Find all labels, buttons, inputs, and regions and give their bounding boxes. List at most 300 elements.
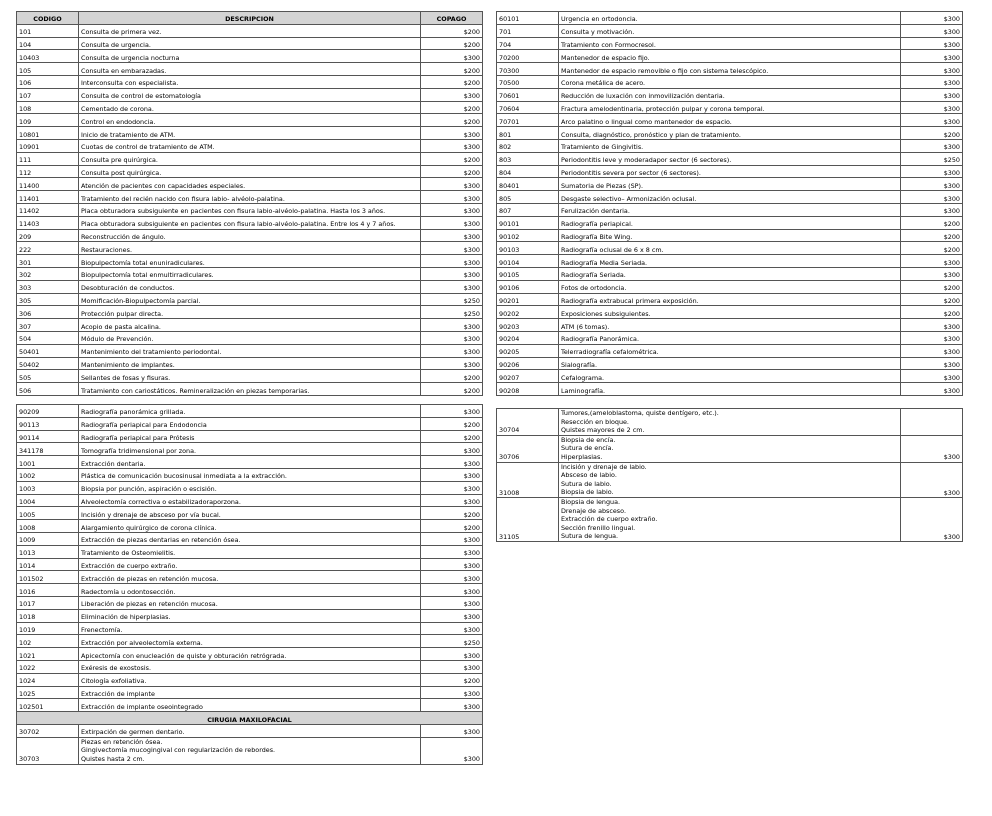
- code-cell: 90103: [497, 242, 559, 255]
- code-cell: 803: [497, 152, 559, 165]
- code-cell: 90207: [497, 370, 559, 383]
- copay-cell: $300: [901, 63, 963, 76]
- description-cell: Ferulización dentaria.: [559, 203, 901, 216]
- code-cell: 1016: [17, 584, 79, 597]
- copay-cell: $300: [421, 737, 483, 764]
- copay-cell: $200: [901, 293, 963, 306]
- copay-cell: $300: [901, 203, 963, 216]
- table-row: [497, 127, 963, 140]
- description-line: Sutura de labio.: [561, 479, 612, 488]
- description-cell: Tratamiento de Osteomielitis.: [79, 545, 421, 558]
- copay-cell: $300: [421, 191, 483, 204]
- description-cell: Sumatoria de Piezas (SP).: [559, 178, 901, 191]
- copay-cell: $300: [421, 456, 483, 469]
- description-cell: Mantenedor de espacio fijo.: [559, 50, 901, 63]
- code-cell: 1024: [17, 673, 79, 686]
- code-cell: 90206: [497, 357, 559, 370]
- table-row: [497, 12, 963, 25]
- description-cell: Tratamiento del recién nacido con fisura labio- alvéolo-palatina.: [79, 191, 421, 204]
- table-row: [497, 203, 963, 216]
- code-cell: 704: [497, 37, 559, 50]
- description-line: Tumores,(ameloblastoma, quiste dentígero, etc.).: [561, 409, 719, 417]
- table-row: [497, 101, 963, 114]
- table-row: [17, 165, 483, 178]
- code-cell: 307: [17, 319, 79, 332]
- header-code: CODIGO: [17, 12, 79, 25]
- copay-cell: $300: [421, 331, 483, 344]
- copay-cell: $300: [421, 571, 483, 584]
- description-line: Hiperplasias.: [561, 452, 603, 461]
- table-row: [17, 430, 483, 443]
- copay-cell: $300: [421, 686, 483, 699]
- table-row: [17, 622, 483, 635]
- description-cell: Plástica de comunicación bucosinusal inmediata a la extracción.: [79, 468, 421, 481]
- description-cell: Radiografía Panorámica.: [559, 331, 901, 344]
- description-cell: Exposiciones subsiguientes.: [559, 306, 901, 319]
- copay-cell: $300: [901, 75, 963, 88]
- description-cell: [79, 737, 421, 764]
- table-row: [497, 319, 963, 332]
- table-row: [497, 63, 963, 76]
- code-cell: 1005: [17, 507, 79, 520]
- description-line: Sutura de lengua.: [561, 532, 619, 541]
- description-cell: Consulta post quirúrgica.: [79, 165, 421, 178]
- code-cell: 301: [17, 255, 79, 268]
- description-line: Biopsia de encía.: [561, 435, 616, 444]
- copay-cell: $300: [421, 609, 483, 622]
- copay-cell: $200: [901, 229, 963, 242]
- description-cell: Consulta de control de estomatología: [79, 88, 421, 101]
- table-row: [17, 280, 483, 293]
- code-cell: 90113: [17, 417, 79, 430]
- code-cell: 303: [17, 280, 79, 293]
- code-cell: 30702: [17, 724, 79, 737]
- description-cell: Extracción de cuerpo extraño.: [79, 558, 421, 571]
- code-cell: 90202: [497, 306, 559, 319]
- table-row: [17, 127, 483, 140]
- code-cell: 1018: [17, 609, 79, 622]
- description-line: Extracción de cuerpo extraño.: [561, 515, 658, 524]
- code-cell: 209: [17, 229, 79, 242]
- table-row: [497, 306, 963, 319]
- table-row: [17, 293, 483, 306]
- table-row: [497, 267, 963, 280]
- table-row: [17, 699, 483, 712]
- copay-cell: $200: [421, 101, 483, 114]
- description-cell: Momificación-Biopulpectomía parcial.: [79, 293, 421, 306]
- code-cell: 807: [497, 203, 559, 216]
- copay-cell: $300: [421, 481, 483, 494]
- code-cell: 1013: [17, 545, 79, 558]
- description-cell: Radiografía panorámica grillada.: [79, 405, 421, 418]
- description-cell: Consulta de urgencia nocturna: [79, 50, 421, 63]
- table-row: [17, 405, 483, 418]
- copay-cell: $300: [421, 178, 483, 191]
- code-cell: 70701: [497, 114, 559, 127]
- copay-cell: $300: [901, 331, 963, 344]
- copay-cell: $300: [421, 443, 483, 456]
- table-row: [497, 139, 963, 152]
- description-cell: Sellantes de fosas y fisuras.: [79, 370, 421, 383]
- description-cell: [559, 462, 901, 497]
- code-cell: 70604: [497, 101, 559, 114]
- description-cell: Radiografía Seriada.: [559, 267, 901, 280]
- description-cell: Radiografía extrabucal primera exposición.: [559, 293, 901, 306]
- code-cell: 30704: [497, 409, 559, 436]
- table-row: [17, 481, 483, 494]
- table-row: [497, 178, 963, 191]
- table-row: [497, 280, 963, 293]
- code-cell: 222: [17, 242, 79, 255]
- copay-cell: $250: [421, 293, 483, 306]
- description-cell: Cementado de corona.: [79, 101, 421, 114]
- description-cell: ATM (6 tomas).: [559, 319, 901, 332]
- table-row: [497, 497, 963, 541]
- description-line: Quistes mayores de 2 cm.: [561, 426, 645, 435]
- code-cell: 80401: [497, 178, 559, 191]
- description-cell: Atención de pacientes con capacidades especiales.: [79, 178, 421, 191]
- copay-cell: $200: [421, 152, 483, 165]
- copay-cell: $200: [421, 673, 483, 686]
- copay-cell: $300: [421, 724, 483, 737]
- copay-cell: $200: [901, 127, 963, 140]
- copay-cell: $300: [421, 280, 483, 293]
- code-cell: 101: [17, 24, 79, 37]
- code-cell: 90114: [17, 430, 79, 443]
- description-cell: Restauraciones.: [79, 242, 421, 255]
- table-row: [17, 357, 483, 370]
- copay-cell: $250: [421, 635, 483, 648]
- table-row: [17, 383, 483, 396]
- copay-cell: $300: [901, 37, 963, 50]
- code-cell: 70200: [497, 50, 559, 63]
- code-cell: 1022: [17, 660, 79, 673]
- code-cell: 11402: [17, 203, 79, 216]
- description-cell: Reconstrucción de ángulo.: [79, 229, 421, 242]
- table-row: [497, 331, 963, 344]
- copay-cell: $200: [901, 306, 963, 319]
- copay-cell: $200: [421, 417, 483, 430]
- code-cell: 108: [17, 101, 79, 114]
- copay-cell: $300: [421, 127, 483, 140]
- description-cell: Radiografía periapical.: [559, 216, 901, 229]
- code-cell: 11403: [17, 216, 79, 229]
- table-row: [497, 114, 963, 127]
- copay-cell: $200: [901, 242, 963, 255]
- description-cell: Fractura amelodentinaria, protección pulpar y corona temporal.: [559, 101, 901, 114]
- copay-cell: $300: [901, 50, 963, 63]
- copay-cell: $300: [421, 203, 483, 216]
- code-cell: 31105: [497, 497, 559, 541]
- table-row: [497, 344, 963, 357]
- code-cell: 1004: [17, 494, 79, 507]
- description-cell: Arco palatino o lingual como mantenedor de espacio.: [559, 114, 901, 127]
- description-cell: Periodontitis severa por sector (6 sectores).: [559, 165, 901, 178]
- copay-cell: $300: [901, 88, 963, 101]
- table-row: [17, 331, 483, 344]
- table-row: [17, 75, 483, 88]
- code-cell: 1001: [17, 456, 79, 469]
- copay-cell: $300: [421, 267, 483, 280]
- table-row: [17, 596, 483, 609]
- copay-cell: $300: [421, 344, 483, 357]
- copay-cell: $200: [421, 24, 483, 37]
- table-header-row: [17, 12, 483, 25]
- copay-cell: $300: [901, 139, 963, 152]
- code-cell: 31008: [497, 462, 559, 497]
- code-cell: 109: [17, 114, 79, 127]
- table-row: [17, 63, 483, 76]
- copay-cell: $300: [901, 267, 963, 280]
- description-cell: Extracción de implante oseointegrado: [79, 699, 421, 712]
- copay-cell: $300: [901, 12, 963, 25]
- table-row: [497, 229, 963, 242]
- code-cell: 102501: [17, 699, 79, 712]
- description-line: Incisión y drenaje de labio.: [561, 462, 647, 471]
- code-cell: 801: [497, 127, 559, 140]
- code-cell: 1003: [17, 481, 79, 494]
- copay-cell: $200: [421, 370, 483, 383]
- code-cell: 805: [497, 191, 559, 204]
- code-cell: 1025: [17, 686, 79, 699]
- table-row: [17, 88, 483, 101]
- copay-cell: $300: [901, 191, 963, 204]
- copay-cell: $300: [901, 462, 963, 497]
- table-row: [497, 152, 963, 165]
- copay-cell: $300: [901, 114, 963, 127]
- code-cell: 101502: [17, 571, 79, 584]
- code-cell: 70300: [497, 63, 559, 76]
- table-row: [17, 24, 483, 37]
- table-row: [17, 724, 483, 737]
- code-cell: 30703: [17, 737, 79, 764]
- copay-cell: $300: [901, 435, 963, 462]
- description-cell: Tratamiento con cariostáticos. Remineralización en piezas temporarias.: [79, 383, 421, 396]
- copay-cell: $300: [421, 558, 483, 571]
- copay-cell: $300: [421, 584, 483, 597]
- description-cell: Biopulpectomía total enuniradiculares.: [79, 255, 421, 268]
- table-row: [17, 50, 483, 63]
- code-cell: 70500: [497, 75, 559, 88]
- copay-cell: $300: [901, 357, 963, 370]
- description-cell: Protección pulpar directa.: [79, 306, 421, 319]
- description-line: Absceso de labio.: [561, 471, 617, 480]
- section-title: CIRUGIA MAXILOFACIAL: [17, 712, 483, 725]
- copay-cell: $300: [421, 357, 483, 370]
- table-row: [17, 229, 483, 242]
- table-row: [497, 165, 963, 178]
- description-cell: Placa obturadora subsiguiente en pacientes con fisura labio-alvéolo-palatina. Hasta los 3 años.: [79, 203, 421, 216]
- table-row: [17, 344, 483, 357]
- code-cell: 1009: [17, 532, 79, 545]
- fee-table-general: [16, 11, 483, 396]
- code-cell: 90204: [497, 331, 559, 344]
- copay-cell: $300: [421, 50, 483, 63]
- description-cell: Corona metálica de acero.: [559, 75, 901, 88]
- table-row: [17, 673, 483, 686]
- code-cell: 50401: [17, 344, 79, 357]
- description-cell: Extracción por alveolectomía externa.: [79, 635, 421, 648]
- table-row: [17, 648, 483, 661]
- table-row: [497, 255, 963, 268]
- description-cell: Tratamiento de Gingivitis.: [559, 139, 901, 152]
- description-cell: Inicio de tratamiento de ATM.: [79, 127, 421, 140]
- table-row: [17, 494, 483, 507]
- copay-cell: $300: [421, 255, 483, 268]
- header-description: DESCRIPCION: [79, 12, 421, 25]
- code-cell: 306: [17, 306, 79, 319]
- code-cell: 1014: [17, 558, 79, 571]
- copay-cell: $300: [901, 344, 963, 357]
- copay-cell: $200: [421, 75, 483, 88]
- table-row: [17, 306, 483, 319]
- copay-cell: $200: [901, 216, 963, 229]
- description-cell: Radiografía periapical para Endodoncia: [79, 417, 421, 430]
- code-cell: 1017: [17, 596, 79, 609]
- code-cell: 105: [17, 63, 79, 76]
- description-cell: Laminografía.: [559, 383, 901, 396]
- table-row: [17, 242, 483, 255]
- code-cell: 10901: [17, 139, 79, 152]
- table-row: [497, 50, 963, 63]
- code-cell: 504: [17, 331, 79, 344]
- copay-cell: [901, 409, 963, 436]
- description-cell: Extracción de piezas dentarias en retención ósea.: [79, 532, 421, 545]
- copay-cell: $200: [421, 507, 483, 520]
- table-row: [17, 532, 483, 545]
- description-cell: Consulta de urgencia.: [79, 37, 421, 50]
- code-cell: 90102: [497, 229, 559, 242]
- code-cell: 30706: [497, 435, 559, 462]
- table-row: [17, 545, 483, 558]
- code-cell: 10403: [17, 50, 79, 63]
- copay-cell: $250: [421, 306, 483, 319]
- description-cell: Tratamiento con Formocresol.: [559, 37, 901, 50]
- copay-cell: $300: [421, 468, 483, 481]
- description-cell: Radiografía Media Seriada.: [559, 255, 901, 268]
- description-cell: Eliminación de hiperplasias.: [79, 609, 421, 622]
- description-cell: [559, 409, 901, 436]
- description-line: Extirpación de germen dentario.: [81, 728, 185, 737]
- table-row: [497, 191, 963, 204]
- code-cell: 90203: [497, 319, 559, 332]
- description-cell: Frenectomía.: [79, 622, 421, 635]
- description-cell: Módulo de Prevención.: [79, 331, 421, 344]
- description-cell: Interconsulta con especialista.: [79, 75, 421, 88]
- description-cell: [79, 724, 421, 737]
- table-row: [17, 660, 483, 673]
- table-row: [17, 255, 483, 268]
- description-cell: Biopsia por punción, aspiración o escisión.: [79, 481, 421, 494]
- description-cell: Tomografía tridimensional por zona.: [79, 443, 421, 456]
- description-cell: Placa obturadora subsiguiente en pacientes con fisura labio-alvéolo-palatina. Entre los 4 y 7 años.: [79, 216, 421, 229]
- description-cell: Cuotas de control de tratamiento de ATM.: [79, 139, 421, 152]
- header-copay: COPAGO: [421, 12, 483, 25]
- code-cell: 90209: [17, 405, 79, 418]
- description-cell: Radiografía periapical para Prótesis: [79, 430, 421, 443]
- copay-cell: $300: [421, 229, 483, 242]
- description-cell: Mantenimiento del tratamiento periodontal.: [79, 344, 421, 357]
- description-cell: Extracción de piezas en retención mucosa.: [79, 571, 421, 584]
- copay-cell: $200: [421, 114, 483, 127]
- code-cell: 302: [17, 267, 79, 280]
- code-cell: 90106: [497, 280, 559, 293]
- table-row: [17, 558, 483, 571]
- copay-cell: $300: [421, 242, 483, 255]
- copay-cell: $300: [901, 319, 963, 332]
- copay-cell: $300: [421, 660, 483, 673]
- description-cell: [559, 497, 901, 541]
- table-row: [497, 409, 963, 436]
- copay-cell: $300: [901, 24, 963, 37]
- description-cell: Telerradiografía cefalométrica.: [559, 344, 901, 357]
- fee-table-radiology-surgery: [16, 404, 483, 765]
- description-line: Quistes hasta 2 cm.: [81, 754, 145, 763]
- description-cell: Incisión y drenaje de absceso por vía bucal.: [79, 507, 421, 520]
- code-cell: 804: [497, 165, 559, 178]
- copay-cell: $300: [901, 383, 963, 396]
- copay-cell: $300: [421, 699, 483, 712]
- section-row: [17, 712, 483, 725]
- fee-table-maxillofacial: [496, 408, 963, 542]
- description-line: Piezas en retención ósea.: [81, 737, 163, 746]
- description-line: Gingivectomía mucogingival con regularización de rebordes.: [81, 746, 276, 755]
- table-row: [497, 88, 963, 101]
- code-cell: 10801: [17, 127, 79, 140]
- table-row: [17, 139, 483, 152]
- table-row: [17, 686, 483, 699]
- code-cell: 90201: [497, 293, 559, 306]
- description-cell: Mantenedor de espacio removible o fijo con sistema telescópico.: [559, 63, 901, 76]
- description-cell: [559, 435, 901, 462]
- copay-cell: $300: [901, 101, 963, 114]
- description-cell: Urgencia en ortodoncia.: [559, 12, 901, 25]
- copay-cell: $300: [901, 255, 963, 268]
- copay-cell: $200: [421, 383, 483, 396]
- code-cell: 11400: [17, 178, 79, 191]
- description-line: Resección en bloque.: [561, 417, 629, 426]
- table-row: [17, 370, 483, 383]
- copay-cell: $300: [421, 596, 483, 609]
- copay-cell: $300: [421, 622, 483, 635]
- description-cell: Liberación de piezas en retención mucosa.: [79, 596, 421, 609]
- table-row: [17, 737, 483, 764]
- description-cell: Extracción de implante: [79, 686, 421, 699]
- copay-cell: $300: [421, 405, 483, 418]
- table-row: [17, 468, 483, 481]
- copay-cell: $300: [421, 648, 483, 661]
- description-cell: Extracción dentaria.: [79, 456, 421, 469]
- code-cell: 305: [17, 293, 79, 306]
- table-row: [497, 383, 963, 396]
- description-cell: Mantenimiento de implantes.: [79, 357, 421, 370]
- code-cell: 506: [17, 383, 79, 396]
- code-cell: 1002: [17, 468, 79, 481]
- description-cell: Acopio de pasta alcalina.: [79, 319, 421, 332]
- copay-cell: $300: [421, 216, 483, 229]
- table-row: [17, 571, 483, 584]
- table-row: [17, 114, 483, 127]
- description-cell: Consulta pre quirúrgica.: [79, 152, 421, 165]
- description-cell: Consulta de primera vez.: [79, 24, 421, 37]
- copay-cell: $200: [901, 280, 963, 293]
- code-cell: 106: [17, 75, 79, 88]
- code-cell: 701: [497, 24, 559, 37]
- description-line: Sección frenillo lingual.: [561, 523, 636, 532]
- description-cell: Radiografía Bite Wing.: [559, 229, 901, 242]
- description-cell: Control en endodoncia.: [79, 114, 421, 127]
- description-line: Biopsia de labio.: [561, 488, 614, 497]
